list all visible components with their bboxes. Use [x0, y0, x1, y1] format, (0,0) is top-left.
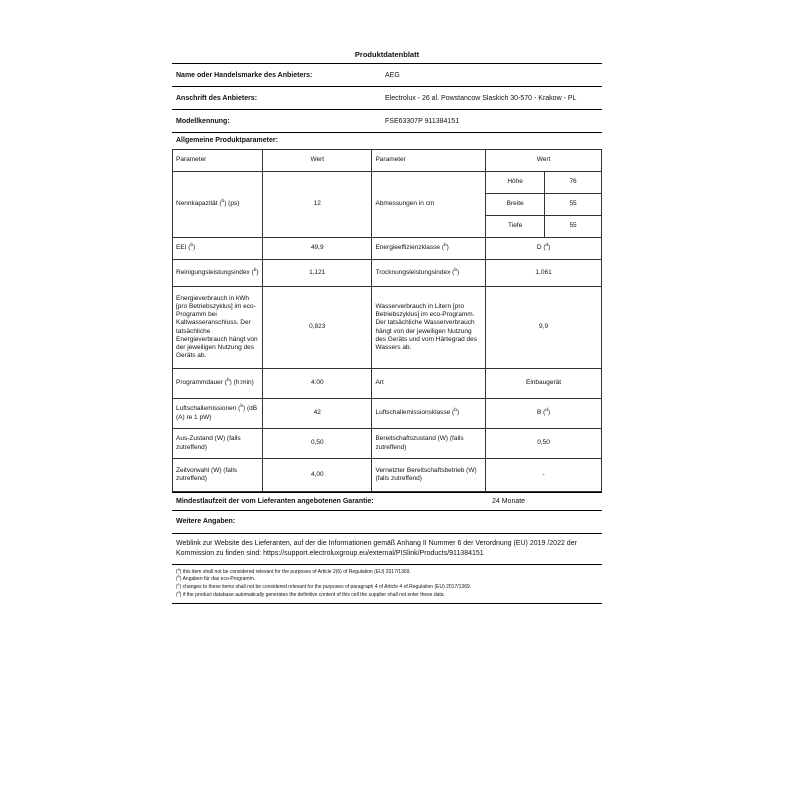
sheet-title: Produktdatenblatt	[354, 50, 420, 59]
col-parameter-header-2: Parameter	[372, 150, 486, 172]
col-parameter-header: Parameter	[173, 150, 263, 172]
noise-class-value: B ($^d$)	[486, 399, 602, 429]
width-label: Breite	[486, 194, 545, 216]
standby-value: 0,50	[486, 429, 602, 459]
noise-emission-value: 42	[263, 399, 372, 429]
supplier-name-row	[172, 63, 602, 86]
table-row	[173, 260, 602, 287]
networked-standby-value: -	[486, 459, 602, 492]
footnotes	[172, 565, 602, 604]
type-value: Einbaugerät	[486, 369, 602, 399]
col-value-header-2: Wert	[486, 150, 602, 172]
off-mode-value: 0,50	[263, 429, 372, 459]
footnote-c: ($^c$) changes to these items shall not be considered relevant for the purposes of paragraph 4 of Article 4 of Regulation (EU) 2017/1369.	[176, 582, 472, 591]
model-value: FSE63307P 911384151	[385, 117, 460, 125]
capacity-value: 12	[263, 172, 372, 238]
energy-class-label: Energieeffizienzklasse ($^b$)	[372, 238, 486, 260]
footnote-d: ($^d$) if the product database automatically generates the definitive content of this cell the supplier shall not enter these data.	[176, 590, 445, 598]
energy-consumption-value: 0,823	[263, 287, 372, 369]
noise-class-label: Luftschallemissionsklasse ($^b$)	[372, 399, 486, 429]
footnote-b: ($^b$) Angaben für das eco-Programm.	[176, 574, 256, 583]
general-parameters-heading: Allgemeine Produktparameter:	[172, 132, 602, 149]
model-row	[172, 109, 602, 132]
program-duration-value: 4:00	[263, 369, 372, 399]
supplier-address-label: Anschrift des Anbieters:	[176, 94, 258, 102]
weblink-text: Weblink zur Website des Lieferanten, auf der die Informationen gemäß Anhang II Nummer 6 der Verordnung (EU) 2019 /2022 der Kommission zu finden sind: https://support.electroluxgroup.eu/external/PISlink/Products/911384151	[172, 534, 602, 565]
eei-label: EEI ($^b$)	[173, 238, 263, 260]
energy-consumption-label: Energieverbrauch in kWh [pro Betriebszyklus] im eco-Programm bei Kaltwasseranschluss. Der tatsächliche Energieverbrauch hängt von der jeweiligen Nutzung des Geräts ab.	[173, 287, 263, 369]
networked-standby-label: Vernetzter Bereitschaftsbetrieb (W) (falls zutreffend)	[372, 459, 486, 492]
warranty-label: Mindestlaufzeit der vom Lieferanten angebotenen Garantie:	[176, 498, 374, 505]
program-duration-label: Programmdauer ($^b$) (h:min)	[173, 369, 263, 399]
width-value: 55	[545, 194, 602, 216]
height-value: 76	[545, 172, 602, 194]
table-row	[173, 429, 602, 459]
depth-label: Tiefe	[486, 216, 545, 238]
col-value-header: Wert	[263, 150, 372, 172]
standby-label: Bereitschaftszustand (W) (falls zutreffend)	[372, 429, 486, 459]
table-row	[173, 459, 602, 492]
table-row	[173, 238, 602, 260]
supplier-address-value: Electrolux - 26 al. Powstancow Slaskich 30-570 - Krakow - PL	[385, 94, 577, 102]
water-consumption-value: 9,9	[486, 287, 602, 369]
table-header-row	[173, 150, 602, 172]
table-row	[173, 172, 602, 194]
depth-value: 55	[545, 216, 602, 238]
water-consumption-label: Wasserverbrauch in Litern [pro Betriebszyklus] im eco-Programm. Der tatsächliche Wasserverbrauch hängt von der jeweiligen Nutzung des Geräts und vom Härtegrad des Wassers ab.	[372, 287, 486, 369]
height-label: Höhe	[486, 172, 545, 194]
model-label: Modellkennung:	[176, 117, 230, 125]
energy-class-value: D ($^d$)	[486, 238, 602, 260]
supplier-name-value: AEG	[385, 71, 400, 79]
capacity-label: Nennkapazität ($^b$) (ps)	[173, 172, 263, 238]
drying-index-value: 1,061	[486, 260, 602, 287]
supplier-address-row	[172, 86, 602, 109]
eei-value: 49,9	[263, 238, 372, 260]
cleaning-index-label: Reinigungsleistungsindex ($^b$)	[173, 260, 263, 287]
type-label: Art	[372, 369, 486, 399]
table-row	[173, 369, 602, 399]
product-data-sheet	[172, 48, 602, 604]
dimensions-label: Abmessungen in cm	[372, 172, 486, 238]
footnote-a: ($^a$) this item shall not be considered relevant for the purposes of Article 2(6) of Regulation (EU) 2017/1369.	[176, 566, 411, 575]
warranty-value: 24 Monate	[492, 498, 526, 505]
drying-index-label: Trocknungsleistungsindex ($^b$)	[372, 260, 486, 287]
cleaning-index-value: 1,121	[263, 260, 372, 287]
parameters-table	[172, 149, 602, 492]
table-row	[173, 287, 602, 369]
further-info-heading: Weitere Angaben:	[172, 511, 602, 534]
table-row	[173, 399, 602, 429]
warranty-row	[172, 492, 602, 511]
delay-start-label: Zeitvorwahl (W) (falls zutreffend)	[173, 459, 263, 492]
noise-emission-label: Luftschallemissionen ($^b$) (dB (A) re 1 pW)	[173, 399, 263, 429]
delay-start-value: 4,00	[263, 459, 372, 492]
supplier-name-label: Name oder Handelsmarke des Anbieters:	[176, 71, 313, 79]
off-mode-label: Aus-Zustand (W) (falls zutreffend)	[173, 429, 263, 459]
